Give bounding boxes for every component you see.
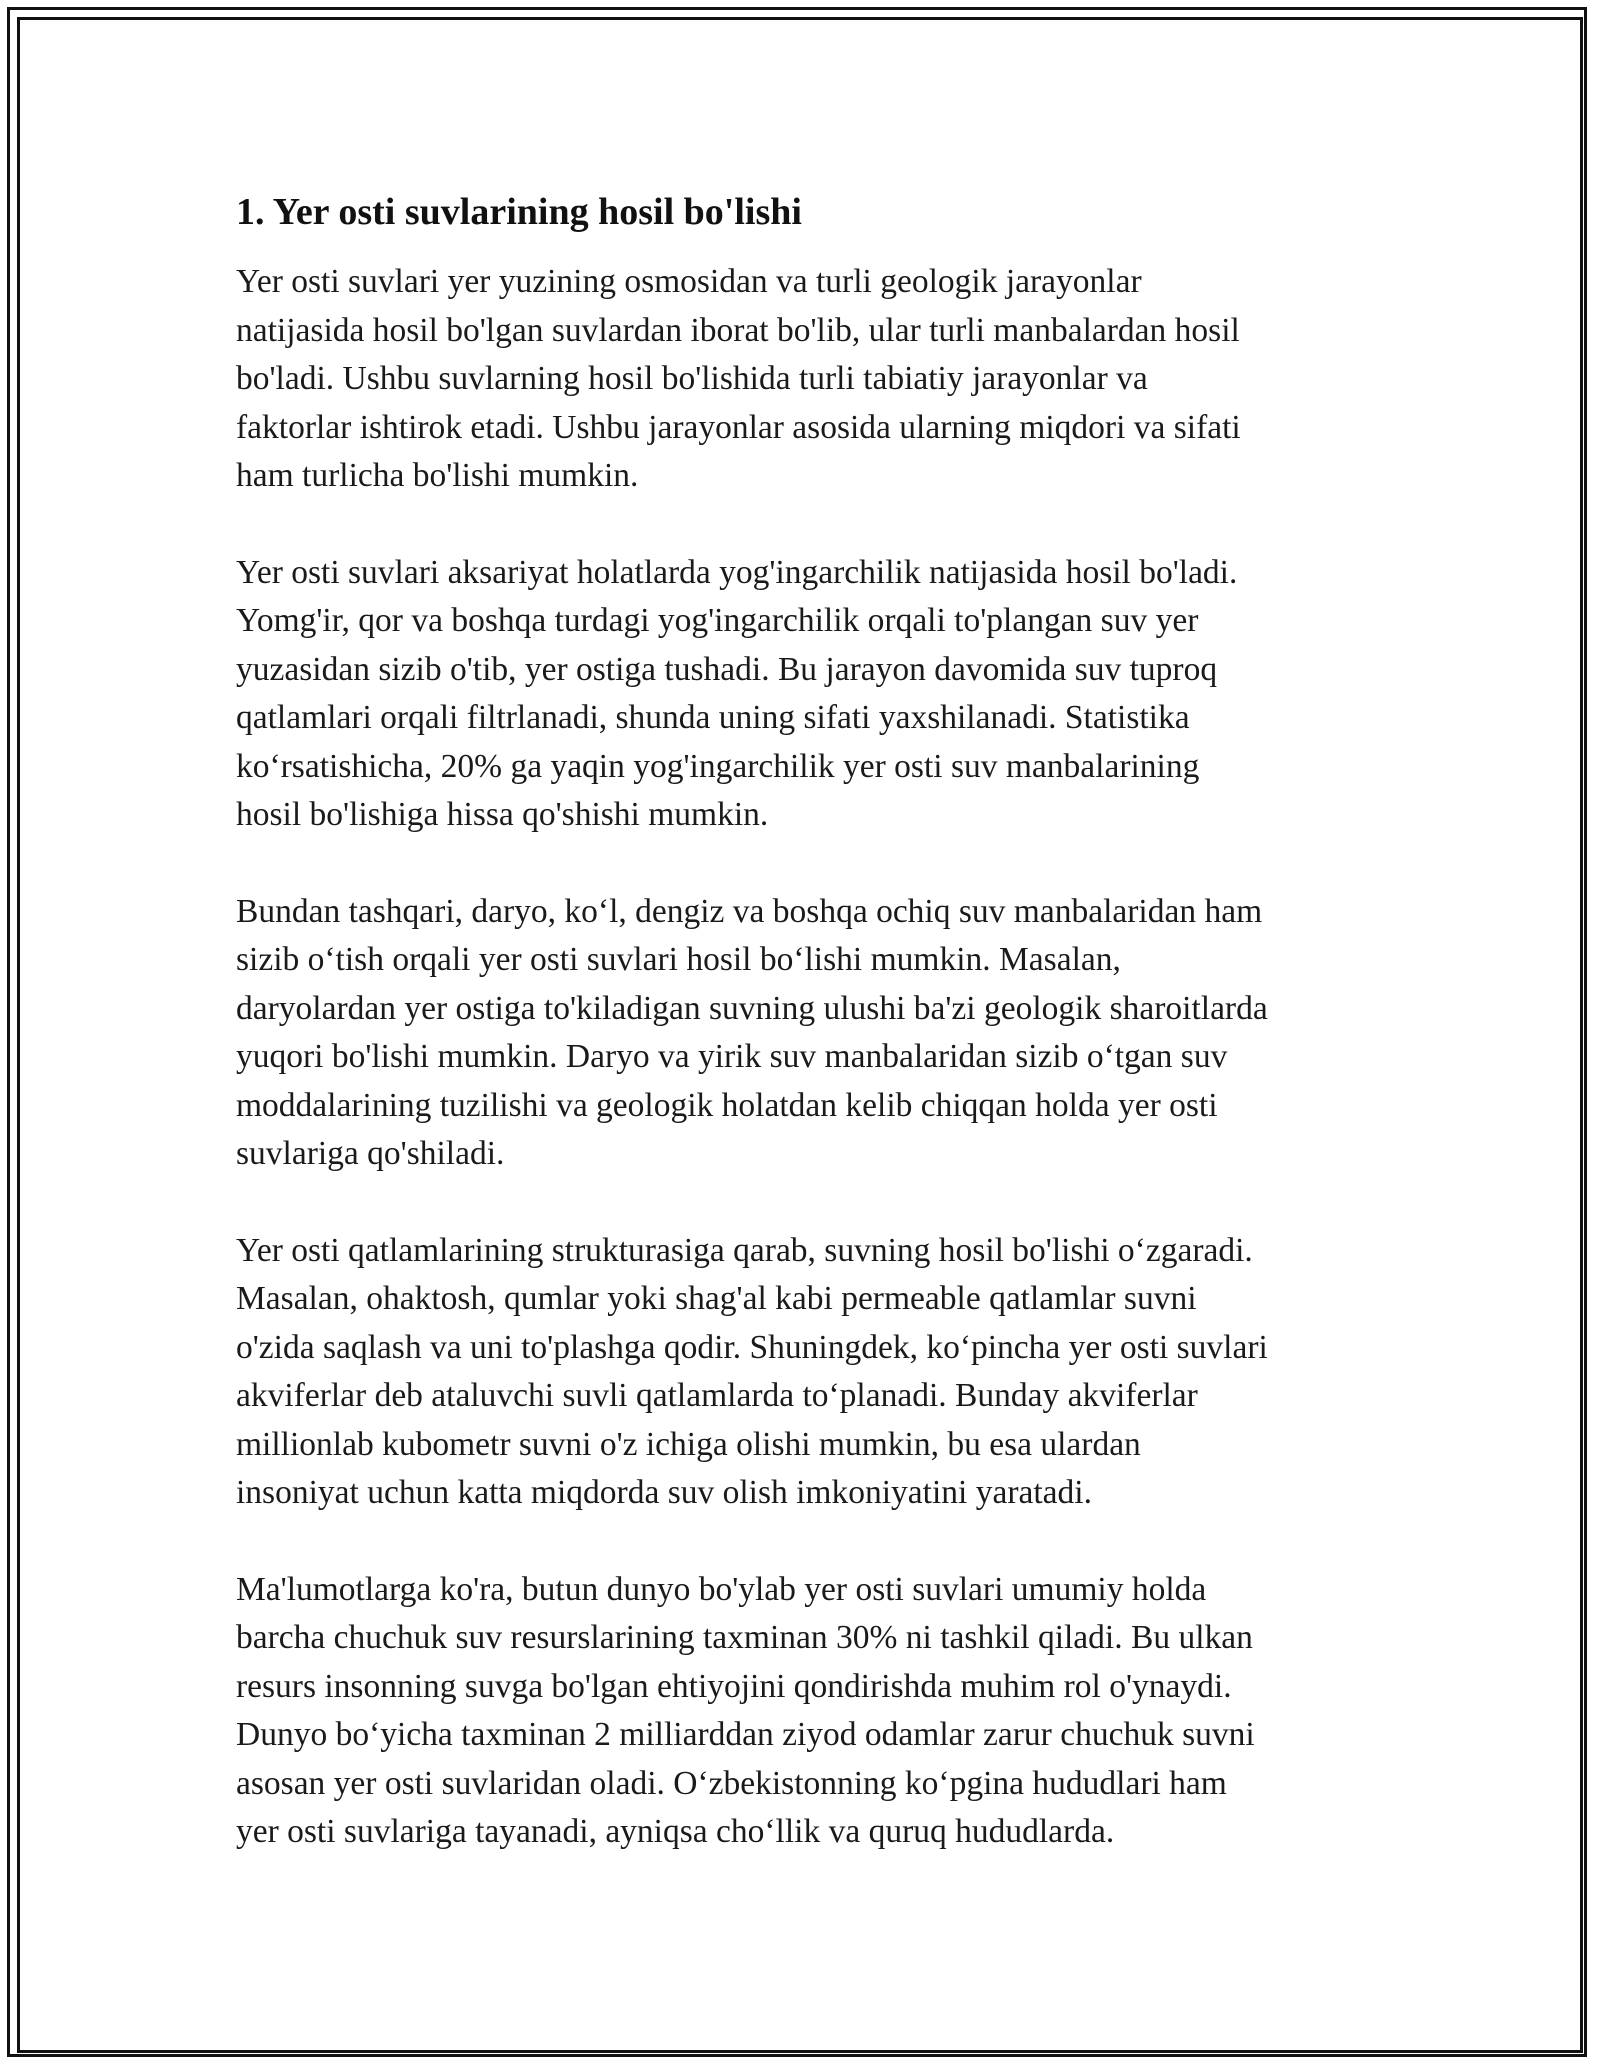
body-paragraph [236, 549, 1376, 840]
paragraph-line: yuqori bo'lishi mumkin. Daryo va yirik suv manbalaridan sizib o‘tgan suv [236, 1038, 1228, 1075]
paragraph-line: daryolardan yer ostiga to'kiladigan suvning ulushi ba'zi geologik sharoitlarda [236, 989, 1268, 1027]
paragraph-line: asosan yer osti suvlaridan oladi. O‘zbekistonning ko‘pgina hududlari ham [236, 1764, 1227, 1802]
paragraph-line: yuzasidan sizib o'tib, yer ostiga tushadi. Bu jarayon davomida suv tuproq [236, 650, 1218, 688]
paragraph-line: Yer osti qatlamlarining strukturasiga qarab, suvning hosil bo'lishi o‘zgaradi. [236, 1231, 1253, 1269]
paragraph-line: akviferlar deb ataluvchi suvli qatlamlarda to‘planadi. Bunday akviferlar [236, 1377, 1198, 1414]
paragraph-line: natijasida hosil bo'lgan suvlardan iborat bo'lib, ular turli manbalardan hosil [236, 311, 1240, 349]
paragraph-line: sizib o‘tish orqali yer osti suvlari hosil bo‘lishi mumkin. Masalan, [236, 941, 1121, 978]
body-paragraph [236, 1227, 1376, 1518]
section-heading: 1. Yer osti suvlarining hosil bo'lishi [236, 191, 802, 233]
document-body [236, 184, 1376, 1905]
paragraph-line: millionlab kubometr suvni o'z ichiga olishi mumkin, bu esa ulardan [236, 1425, 1141, 1463]
paragraph-line: ko‘rsatishicha, 20% ga yaqin yog'ingarchilik yer osti suv manbalarining [236, 747, 1200, 785]
paragraph-line: Ma'lumotlarga ko'ra, butun dunyo bo'ylab yer osti suvlari umumiy holda [236, 1570, 1207, 1608]
paragraph-line: bo'ladi. Ushbu suvlarning hosil bo'lishida turli tabiatiy jarayonlar va [236, 360, 1148, 397]
paragraph-line: resurs insonning suvga bo'lgan ehtiyojini qondirishda muhim rol o'ynaydi. [236, 1667, 1232, 1705]
paragraph-line: Bundan tashqari, daryo, ko‘l, dengiz va boshqa ochiq suv manbalaridan ham [236, 892, 1263, 930]
paragraph-line: barcha chuchuk suv resurslarining taxminan 30% ni tashkil qiladi. Bu ulkan [236, 1619, 1253, 1656]
paragraphs-container [236, 258, 1376, 1857]
paragraph-line: hosil bo'lishiga hissa qo'shishi mumkin. [236, 796, 769, 833]
paragraph-line: faktorlar ishtirok etadi. Ushbu jarayonlar asosida ularning miqdori va sifati [236, 408, 1241, 446]
body-paragraph [236, 258, 1376, 501]
body-paragraph [236, 888, 1376, 1179]
paragraph-line: moddalarining tuzilishi va geologik holatdan kelib chiqqan holda yer osti [236, 1086, 1218, 1124]
paragraph-line: insoniyat uchun katta miqdorda suv olish imkoniyatini yaratadi. [236, 1474, 1092, 1511]
paragraph-line: Masalan, ohaktosh, qumlar yoki shag'al kabi permeable qatlamlar suvni [236, 1280, 1197, 1317]
paragraph-line: ham turlicha bo'lishi mumkin. [236, 457, 639, 494]
paragraph-line: Yer osti suvlari yer yuzining osmosidan va turli geologik jarayonlar [236, 263, 1142, 300]
paragraph-line: yer osti suvlariga tayanadi, ayniqsa cho‘llik va quruq hududlarda. [236, 1813, 1115, 1850]
paragraph-line: Dunyo bo‘yicha taxminan 2 milliarddan ziyod odamlar zarur chuchuk suvni [236, 1716, 1255, 1753]
paragraph-line: o'zida saqlash va uni to'plashga qodir. Shuningdek, ko‘pincha yer osti suvlari [236, 1328, 1268, 1366]
paragraph-line: Yomg'ir, qor va boshqa turdagi yog'ingarchilik orqali to'plangan suv yer [236, 602, 1199, 639]
body-paragraph [236, 1566, 1376, 1857]
paragraph-line: suvlariga qo'shiladi. [236, 1135, 505, 1172]
paragraph-line: Yer osti suvlari aksariyat holatlarda yog'ingarchilik natijasida hosil bo'ladi. [236, 553, 1238, 591]
paragraph-line: qatlamlari orqali filtrlanadi, shunda uning sifati yaxshilanadi. Statistika [236, 699, 1190, 736]
